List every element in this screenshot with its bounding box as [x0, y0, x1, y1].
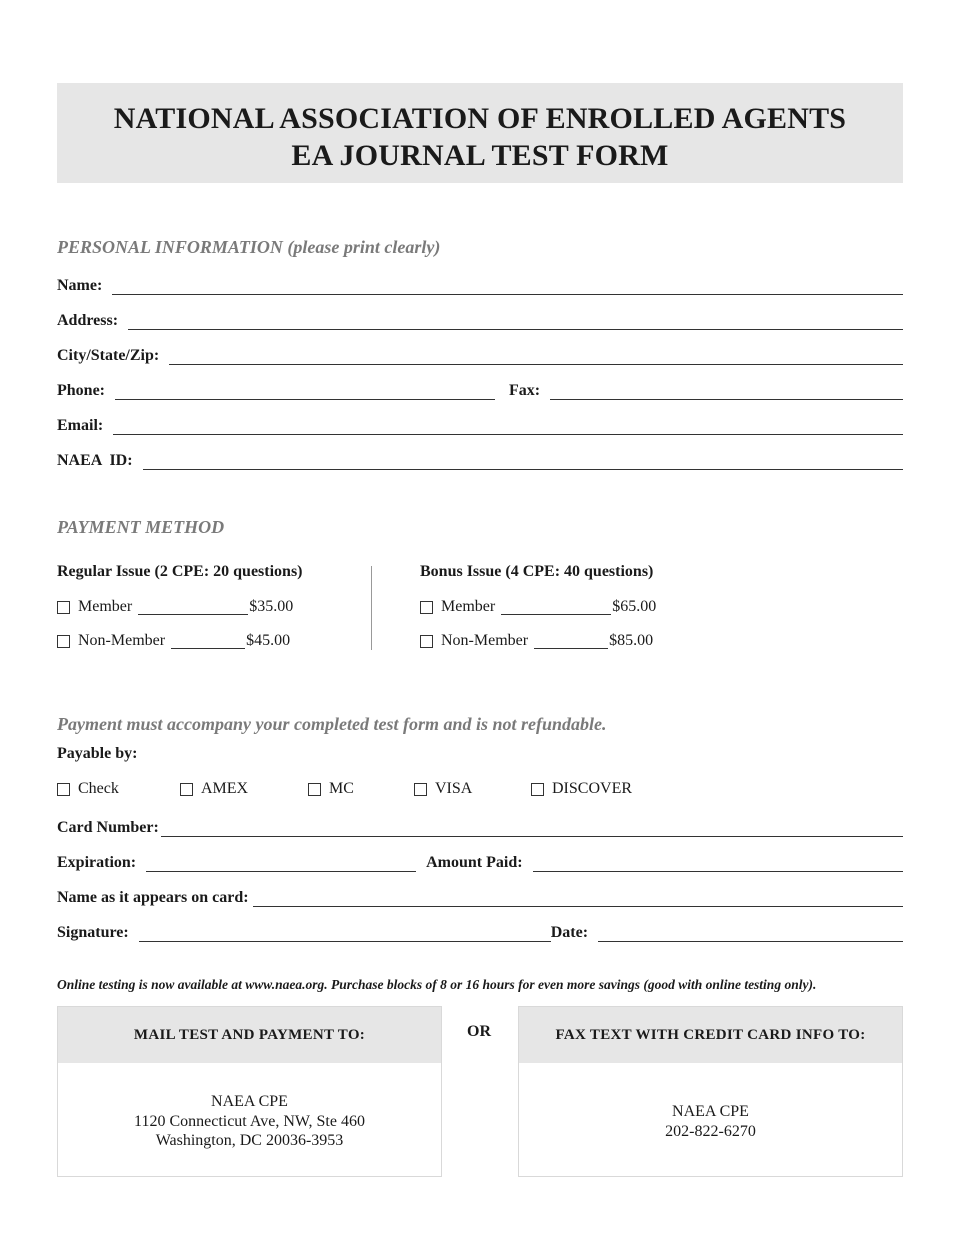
method-amex-label: AMEX: [201, 780, 249, 797]
bonus-issue-title: Bonus Issue (4 CPE: 40 questions): [420, 563, 654, 580]
payment-note: Payment must accompany your completed test form and is not refundable.: [57, 714, 607, 734]
phone-fax-field: [57, 378, 903, 400]
regular-nonmember-price: $45.00: [246, 632, 291, 649]
bonus-nonmember-label: Non-Member: [441, 632, 529, 649]
header-title-line1: NATIONAL ASSOCIATION OF ENROLLED AGENTS: [113, 102, 847, 135]
regular-member-price: $35.00: [249, 598, 294, 615]
checkbox[interactable]: [531, 783, 544, 796]
naea-id-line[interactable]: [143, 451, 903, 470]
signature-date-field: [57, 920, 903, 942]
checkbox[interactable]: [420, 601, 433, 614]
method-visa-option[interactable]: [414, 780, 472, 798]
method-check-option[interactable]: [57, 780, 119, 798]
phone-label: Phone:: [57, 382, 105, 399]
fax-to-box: [518, 1006, 903, 1177]
naea-id-field: [57, 448, 903, 470]
payable-by-label: Payable by:: [57, 745, 138, 762]
mail-to-heading: MAIL TEST AND PAYMENT TO:: [58, 1007, 441, 1063]
blank-line: [534, 634, 608, 649]
city-label: City/State/Zip:: [57, 347, 160, 364]
method-mc-option[interactable]: [308, 780, 354, 798]
email-line[interactable]: [113, 416, 903, 435]
method-amex-option[interactable]: [180, 780, 248, 798]
date-line[interactable]: [598, 923, 903, 942]
fax-label: Fax:: [509, 382, 541, 399]
naea-id-label: NAEA ID:: [57, 452, 133, 469]
regular-issue-title: Regular Issue (2 CPE: 20 questions): [57, 563, 303, 580]
name-field: [57, 273, 903, 295]
signature-line[interactable]: [139, 923, 551, 942]
method-discover-label: DISCOVER: [552, 780, 633, 797]
name-line[interactable]: [112, 276, 903, 295]
checkbox[interactable]: [57, 601, 70, 614]
mail-line3: Washington, DC 20036-3953: [155, 1132, 344, 1149]
method-mc-label: MC: [329, 780, 354, 797]
checkbox[interactable]: [414, 783, 427, 796]
mail-to-box: [57, 1006, 442, 1177]
phone-line[interactable]: [115, 381, 495, 400]
regular-member-option[interactable]: [57, 598, 293, 616]
checkbox[interactable]: [180, 783, 193, 796]
email-label: Email:: [57, 417, 104, 434]
checkbox[interactable]: [308, 783, 321, 796]
column-divider: [371, 566, 372, 650]
card-number-field: [57, 815, 903, 837]
fax-line1: NAEA CPE: [672, 1103, 749, 1120]
card-number-label: Card Number:: [57, 819, 159, 836]
address-field: [57, 308, 903, 330]
date-label: Date:: [550, 924, 589, 941]
amount-paid-label: Amount Paid:: [426, 854, 523, 871]
card-number-line[interactable]: [161, 818, 903, 837]
form-header: [57, 83, 903, 183]
method-visa-label: VISA: [435, 780, 473, 797]
fax-line[interactable]: [550, 381, 903, 400]
address-line[interactable]: [128, 311, 903, 330]
blank-line: [501, 600, 611, 615]
bonus-member-option[interactable]: [420, 598, 656, 616]
blank-line: [138, 600, 248, 615]
regular-nonmember-option[interactable]: [57, 632, 290, 650]
expiration-amount-field: [57, 850, 903, 872]
blank-line: [171, 634, 245, 649]
online-testing-note: Online testing is now available at www.naea.org. Purchase blocks of 8 or 16 hours for even more savings (good with online testing only).: [57, 977, 817, 992]
or-label: OR: [467, 1023, 491, 1040]
address-label: Address:: [57, 312, 119, 329]
signature-label: Signature:: [57, 924, 129, 941]
method-check-label: Check: [78, 780, 119, 797]
email-field: [57, 413, 903, 435]
bonus-member-price: $65.00: [612, 598, 657, 615]
header-title-line2: EA JOURNAL TEST FORM: [291, 139, 669, 172]
fax-details: [519, 1063, 902, 1141]
regular-nonmember-label: Non-Member: [78, 632, 166, 649]
amount-paid-line[interactable]: [533, 853, 903, 872]
bonus-nonmember-option[interactable]: [420, 632, 653, 650]
method-discover-option[interactable]: [531, 780, 632, 798]
card-name-line[interactable]: [253, 888, 903, 907]
city-line[interactable]: [169, 346, 903, 365]
fax-line2: 202-822-6270: [665, 1122, 756, 1140]
fax-to-heading: FAX TEXT WITH CREDIT CARD INFO TO:: [519, 1007, 902, 1063]
personal-info-title: PERSONAL INFORMATION (please print clearly): [57, 237, 441, 257]
expiration-label: Expiration:: [57, 854, 137, 871]
checkbox[interactable]: [57, 783, 70, 796]
regular-member-label: Member: [78, 598, 133, 615]
checkbox[interactable]: [420, 635, 433, 648]
mail-address: [58, 1063, 441, 1151]
bonus-member-label: Member: [441, 598, 496, 615]
city-field: [57, 343, 903, 365]
bonus-nonmember-price: $85.00: [609, 632, 654, 649]
checkbox[interactable]: [57, 635, 70, 648]
name-label: Name:: [57, 277, 103, 294]
card-name-field: [57, 885, 903, 907]
payment-method-title: PAYMENT METHOD: [57, 517, 225, 537]
card-name-label: Name as it appears on card:: [57, 889, 249, 906]
mail-line1: NAEA CPE: [211, 1093, 288, 1110]
expiration-line[interactable]: [146, 853, 416, 872]
mail-line2: 1120 Connecticut Ave, NW, Ste 460: [134, 1112, 365, 1130]
